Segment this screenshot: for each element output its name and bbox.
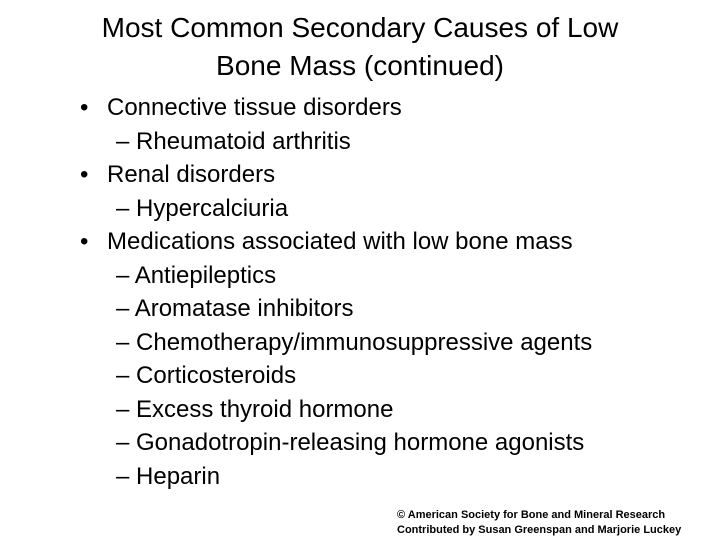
bullet-label: Renal disorders xyxy=(107,161,276,188)
bullet-icon: • xyxy=(80,228,89,255)
sub-item-label: – Antiepileptics xyxy=(116,261,277,289)
sub-item-label: – Chemotherapy/immunosuppressive agents xyxy=(116,328,593,356)
copyright-footer xyxy=(397,508,681,538)
sub-item-label: – Excess thyroid hormone xyxy=(116,395,394,423)
bullet-icon: • xyxy=(80,161,89,188)
sub-item-label: – Gonadotropin-releasing hormone agonists xyxy=(116,429,585,456)
sub-item-label: – Heparin xyxy=(116,462,221,490)
copyright-line: © American Society for Bone and Mineral Research xyxy=(397,509,666,521)
sub-item-label: – Hypercalciuria xyxy=(116,194,289,222)
bullet-icon: • xyxy=(80,94,89,121)
slide-title-line-2: Bone Mass (continued) xyxy=(216,50,504,81)
bullet-label: Medications associated with low bone mass xyxy=(107,228,573,255)
contributor-line: Contributed by Susan Greenspan and Marjorie Luckey xyxy=(397,524,682,536)
slide-title-line-1: Most Common Secondary Causes of Low xyxy=(101,12,619,43)
sub-item-label: – Corticosteroids xyxy=(116,362,297,389)
sub-item-label: – Rheumatoid arthritis xyxy=(116,127,351,155)
sub-item-label: – Aromatase inhibitors xyxy=(116,295,354,322)
slide-title xyxy=(0,9,720,85)
bullet-label: Connective tissue disorders xyxy=(107,94,402,121)
